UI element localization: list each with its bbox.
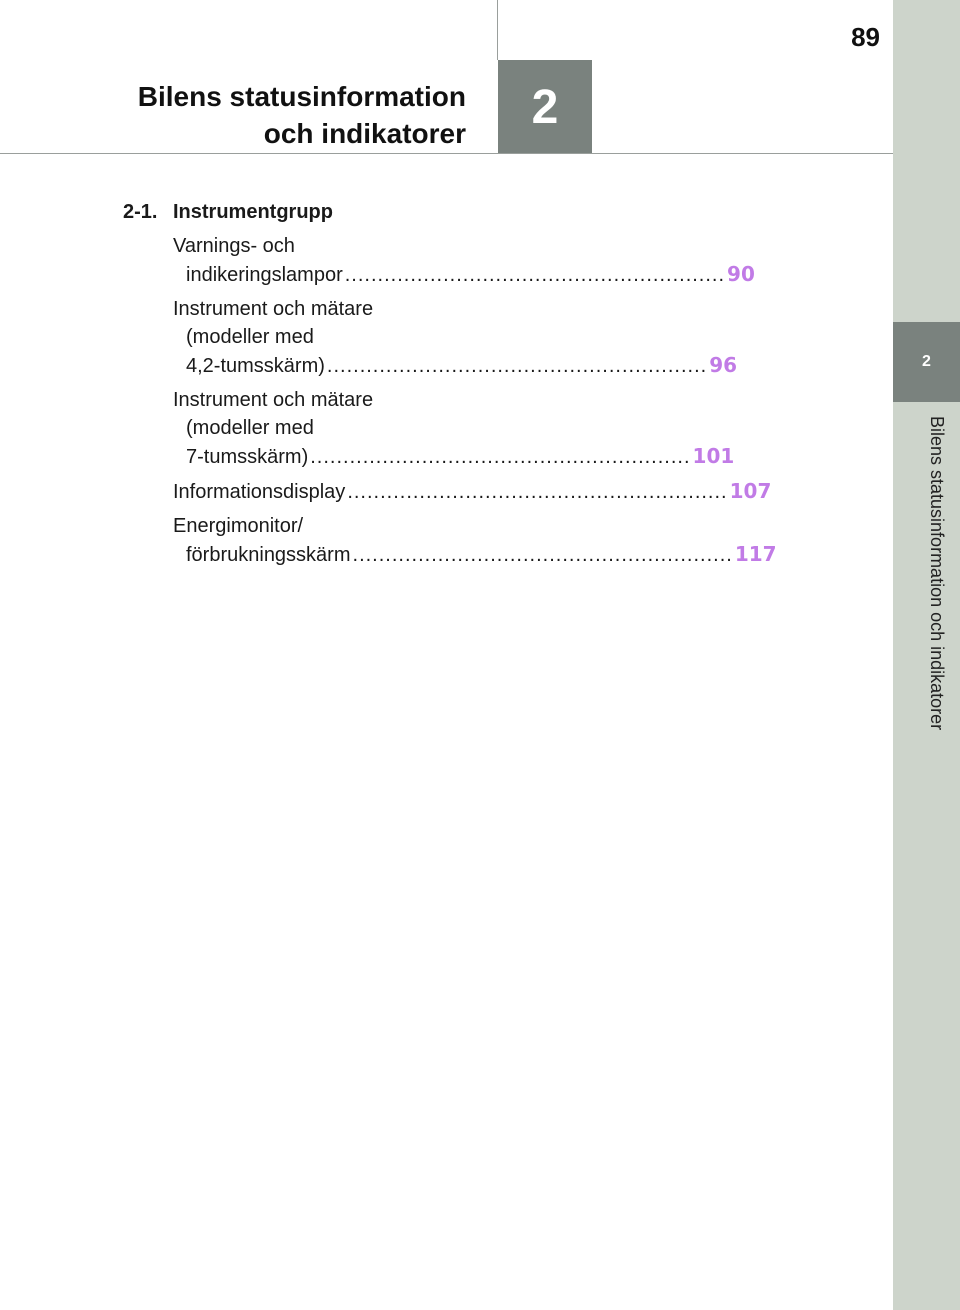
toc-entry-text: 4,2-tumsskärm) <box>186 355 325 377</box>
section-heading <box>123 198 463 226</box>
toc-page-link[interactable]: 117 <box>734 542 777 566</box>
header-divider-vertical <box>497 0 498 60</box>
page-number: 89 <box>851 22 880 52</box>
toc-entry-line: Instrument och mätare <box>173 389 374 411</box>
section-title: Instrumentgrupp <box>173 201 333 223</box>
toc-entry[interactable] <box>173 386 735 471</box>
toc-page-link[interactable]: 90 <box>727 262 755 286</box>
toc-leader-dots: .......................................................... <box>310 446 691 468</box>
section-number: 2-1. <box>123 201 158 223</box>
toc-entry[interactable] <box>173 512 777 569</box>
toc-entry-text: förbrukningsskärm <box>186 544 351 566</box>
toc-leader-dots: .......................................................... <box>344 264 726 286</box>
toc-entry-text: Informationsdisplay <box>173 481 346 503</box>
toc-entry-text: indikeringslampor <box>186 264 343 286</box>
toc-entry[interactable] <box>173 232 755 289</box>
toc-leader-dots: .......................................................... <box>347 481 728 503</box>
toc-page-link[interactable]: 96 <box>709 353 738 377</box>
toc-leader-dots: .......................................................... <box>326 355 708 377</box>
toc-entry-line: Instrument och mätare <box>173 298 374 320</box>
chapter-title-line1: Bilens statusinformation <box>137 81 466 112</box>
chapter-title-line2: och indikatorer <box>263 118 466 149</box>
toc-entry-line: Varnings- och <box>173 235 295 257</box>
toc-entry-text: 7-tumsskärm) <box>186 446 309 468</box>
toc-entry[interactable] <box>173 295 738 380</box>
side-chapter-tab[interactable]: 2 <box>893 322 960 402</box>
toc-entry-line: Energimonitor/ <box>173 515 304 537</box>
chapter-number-box: 2 <box>498 60 592 154</box>
toc-page-link[interactable]: 107 <box>729 479 772 503</box>
side-chapter-label: Bilens statusinformation och indikatorer <box>927 416 947 731</box>
table-of-contents <box>123 198 777 575</box>
toc-page-link[interactable]: 101 <box>692 444 735 468</box>
chapter-title <box>138 78 466 152</box>
toc-entry-line: (modeller med <box>186 417 314 439</box>
header-divider-horizontal <box>0 153 893 154</box>
toc-entry-line: (modeller med <box>186 326 314 348</box>
toc-entry[interactable] <box>173 477 772 506</box>
toc-leader-dots: .......................................................... <box>352 544 733 566</box>
